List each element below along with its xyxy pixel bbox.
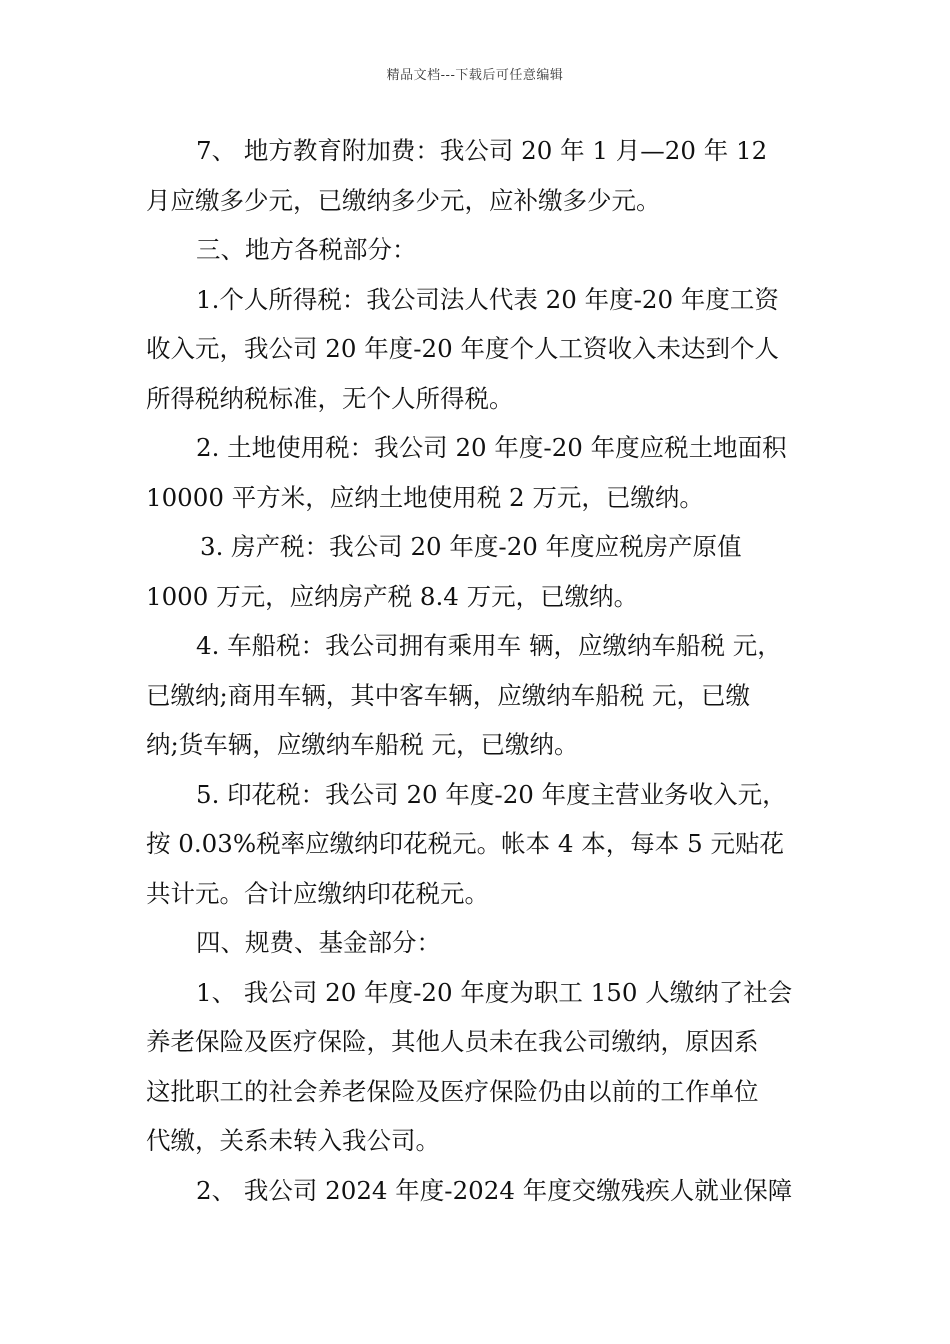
text-line: 7、 地方教育附加费：我公司 20 年 1 月—20 年 12 — [196, 136, 768, 165]
text-line: 收入元，我公司 20 年度-20 年度个人工资收入未达到个人 — [146, 334, 779, 363]
text-line: 4. 车船税：我公司拥有乘用车 辆，应缴纳车船税 元， — [196, 631, 782, 660]
text-line: 按 0.03%税率应缴纳印花税元。帐本 4 本，每本 5 元贴花 — [146, 829, 784, 858]
text-line: 1.个人所得税：我公司法人代表 20 年度-20 年度工资 — [196, 284, 779, 314]
text-line: 1000 万元，应纳房产税 8.4 万元，已缴纳。 — [146, 581, 639, 611]
text-line: 2. 土地使用税：我公司 20 年度-20 年度应税土地面积 — [196, 433, 787, 462]
document-body — [146, 126, 814, 1215]
text-line: 5. 印花税：我公司 20 年度-20 年度主营业务收入元， — [196, 779, 787, 809]
text-line: 这批职工的社会养老保险及医疗保险仍由以前的工作单位 — [146, 1076, 759, 1106]
text-line: 养老保险及医疗保险，其他人员未在我公司缴纳，原因系 — [146, 1027, 759, 1056]
text-line: 所得税纳税标准，无个人所得税。 — [146, 383, 514, 413]
text-line: 3. 房产税：我公司 20 年度-20 年度应税房产原值 — [200, 532, 742, 561]
page-header: 精品文档---下载后可任意编辑 — [386, 68, 564, 83]
text-line: 共计元。合计应缴纳印花税元。 — [146, 878, 489, 908]
text-line: 纳;货车辆，应缴纳车船税 元，已缴纳。 — [146, 730, 579, 759]
section-heading: 三、地方各税部分： — [196, 235, 417, 264]
text-line: 2、 我公司 2024 年度-2024 年度交缴残疾人就业保障 — [196, 1175, 793, 1205]
text-line: 月应缴多少元，已缴纳多少元，应补缴多少元。 — [146, 185, 661, 215]
text-line: 1、 我公司 20 年度-20 年度为职工 150 人缴纳了社会 — [196, 977, 793, 1007]
section-heading: 四、规费、基金部分： — [196, 928, 441, 957]
text-line: 10000 平方米，应纳土地使用税 2 万元，已缴纳。 — [146, 482, 704, 512]
text-line: 代缴，关系未转入我公司。 — [146, 1126, 440, 1155]
text-line: 已缴纳;商用车辆，其中客车辆，应缴纳车船税 元，已缴 — [146, 680, 751, 710]
